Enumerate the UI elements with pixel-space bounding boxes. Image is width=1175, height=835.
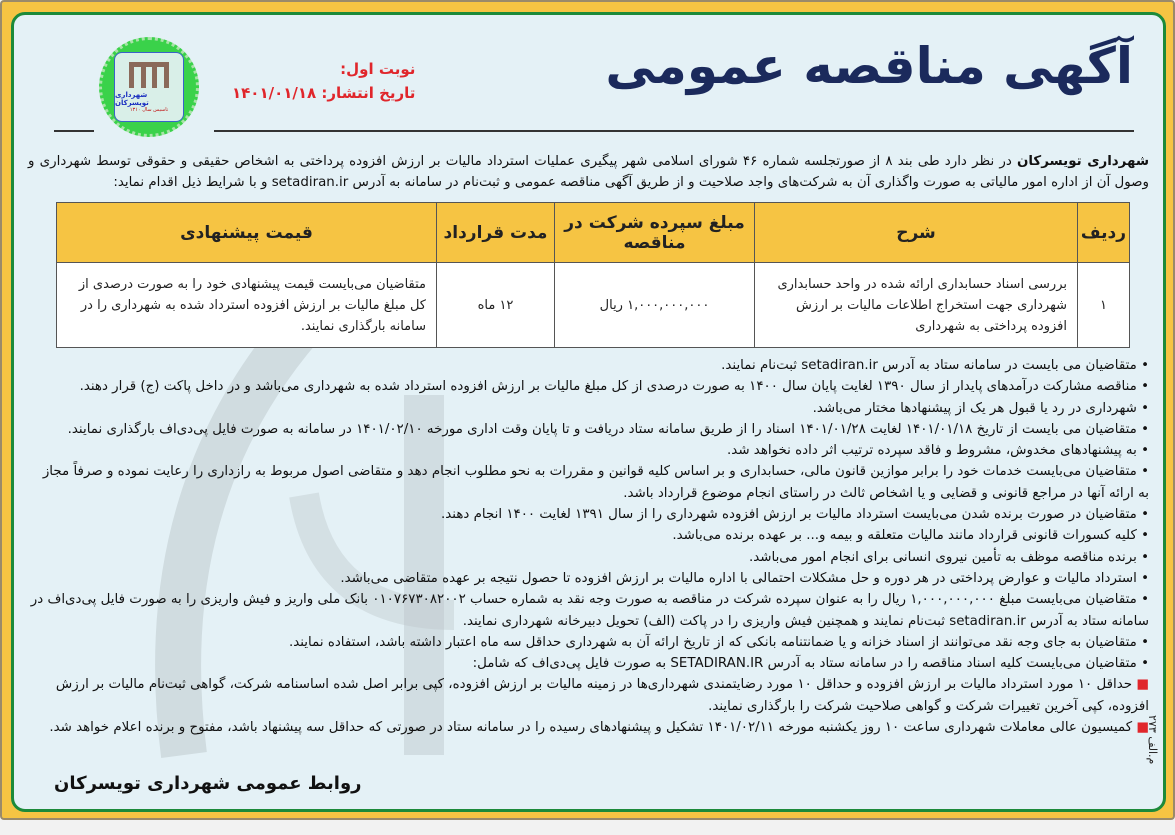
publish-date: تاریخ انتشار: ۱۴۰۱/۰۱/۱۸ [232, 84, 416, 102]
intro-text: در نظر دارد طی بند ۸ از صورتجلسه شماره ۴۶ شورای اسلامی شهر پیگیری عملیات استرداد مالیات بر ارزش افزوده پرداختی به اشخاص حقیقی و حقوقی توسط شهرداری و وصول آن از اداره امور مالیاتی به صورت واگذاری آن به شرکت‌های واجد صلاحیت و از طریق آگهی مناقصه عمومی و ثبت‌نام در سامانه به آدرس setadiran.ir و با شرایط ذیل اقدام نماید: [28, 154, 1149, 190]
notice-round: نوبت اول: [340, 60, 416, 78]
list-item: • کلیه کسورات قانونی قرارداد مانند مالیات متعلقه و بیمه و... بر عهده برنده می‌باشد. [28, 525, 1149, 546]
divider [54, 130, 94, 132]
list-item: • متقاضیان می‌بایست مبلغ ۱,۰۰۰,۰۰۰,۰۰۰ ریال را به عنوان سپرده شرکت در مناقصه به صورت وجه نقد به شماره حساب ۰۱۰۷۶۷۳۰۸۲۰۰۲ بانک ملی واریز و فیش واریزی را به صورت فایل پی‌دی‌اف در سامانه ستاد به آدرس setadiran.ir ثبت‌نام نمایند و همچنین فیش واریزی را در پاکت (الف) تحویل دبیرخانه شهرداری نمایند. [28, 589, 1149, 632]
list-item: • مناقصه مشارکت درآمدهای پایدار از سال ۱۳۹۰ لغایت پایان سال ۱۴۰۰ به صورت درصدی از کل مبلغ مالیات بر ارزش افزوده استرداد شده به شهرداری می‌باشد و در داخل پاکت (ج) قرار دهند. [28, 376, 1149, 397]
list-item: • استرداد مالیات و عوارض پرداختی در هر دوره و حل مشکلات احتمالی با اداره مالیات بر ارزش افزوده تا حصول نتیجه بر عهده متقاضی می‌باشد. [28, 568, 1149, 589]
intro-bold: شهرداری تویسرکان [1016, 154, 1149, 169]
list-item: • متقاضیان می‌بایست کلیه اسناد مناقصه را در سامانه ستاد به آدرس SETADIRAN.IR به صورت فایل پی‌دی‌اف که شامل: [28, 653, 1149, 674]
tender-table [56, 202, 1130, 348]
list-item: • متقاضیان می‌بایست خدمات خود را برابر موازین قانون مالی، حسابداری و بر اساس کلیه قوانین و مقررات به نحو مطلوب انجام دهد و متقاضی اصول مربوط به رازداری را رعایت نموده و صرفاً مجاز به ارائه آنها در مراجع قانونی و قضایی و یا اشخاص ثالث در راستای انجام موضوع قرارداد باشد. [28, 461, 1149, 504]
cell-description: بررسی اسناد حسابداری ارائه شده در واحد حسابداری شهرداری جهت استخراج اطلاعات مالیات بر ارزش افزوده پرداختی به شهرداری [755, 263, 1078, 348]
municipality-logo [99, 37, 199, 137]
notice-info [232, 60, 415, 108]
col-price: قیمت پیشنهادی [57, 203, 437, 263]
list-item: • متقاضیان در صورت برنده شدن می‌بایست استرداد مالیات بر ارزش افزوده شهرداری را از سال ۱۳۹۱ لغایت ۱۴۰۰ انجام دهند. [28, 504, 1149, 525]
ad-code: م.الف ۲۷۳ [1146, 715, 1159, 765]
logo-founded: تاسیس سال ۱۳۱۰ [129, 106, 169, 113]
logo-name: شهرداری تویسرکان [115, 90, 149, 107]
table-header [57, 203, 1130, 263]
list-item: • برنده مناقصه موظف به تأمین نیروی انسانی برای انجام امور می‌باشد. [28, 547, 1149, 568]
cell-duration: ۱۲ ماه [437, 263, 555, 348]
ad-body [11, 12, 1166, 812]
table-row [57, 263, 1130, 348]
list-item: • شهرداری در رد یا قبول هر یک از پیشنهادها مختار می‌باشد. [28, 398, 1149, 419]
divider [214, 130, 1134, 132]
intro-paragraph [28, 151, 1149, 193]
list-item: • متقاضیان می بایست از تاریخ ۱۴۰۱/۰۱/۱۸ لغایت ۱۴۰۱/۰۱/۲۸ اسناد را از طریق سامانه ستاد دریافت و تا پایان وقت اداری مورخه ۱۴۰۱/۰۲/۱۰ در سامانه به صورت فایل پی‌دی‌اف بارگذاری نمایند. [28, 419, 1149, 440]
conditions-list [28, 355, 1149, 738]
col-deposit: مبلغ سپرده شرکت در مناقصه [555, 203, 755, 263]
cell-row: ۱ [1078, 263, 1130, 348]
sub-item: ■ حداقل ۱۰ مورد استرداد مالیات بر ارزش افزوده و حداقل ۱۰ مورد رضایتمندی شهرداری‌ها در زمینه مالیات بر ارزش افزوده، کپی برابر اصل شده اساسنامه شرکت، گواهی ثبت‌نام مالیات بر ارزش افزوده، کپی آخرین تغییرات شرکت و گواهی صلاحیت شرکت را بارگذاری نمایند. [28, 674, 1149, 717]
list-item: • متقاضیان به جای وجه نقد می‌توانند از اسناد خزانه و یا ضمانتنامه بانکی که از تاریخ ارائه آن به شهرداری حداقل سه ماه اعتبار داشته باشد، استفاده نمایند. [28, 632, 1149, 653]
footer-signature: روابط عمومی شهرداری تویسرکان [54, 773, 362, 794]
list-item: • متقاضیان می بایست در سامانه ستاد به آدرس setadiran.ir ثبت‌نام نمایند. [28, 355, 1149, 376]
sub-item: ■ کمیسیون عالی معاملات شهرداری ساعت ۱۰ روز یکشنبه مورخه ۱۴۰۱/۰۲/۱۱ تشکیل و پیشنهادهای رسیده را در سامانه ستاد در صورتی که حداقل سه پیشنهاد باشد، مفتوح و برنده اعلام خواهد شد. [28, 717, 1149, 738]
cell-deposit: ۱,۰۰۰,۰۰۰,۰۰۰ ریال [555, 263, 755, 348]
list-item: • به پیشنهادهای مخدوش، مشروط و فاقد سپرده ترتیب اثر داده نخواهد شد. [28, 440, 1149, 461]
col-duration: مدت قرارداد [437, 203, 555, 263]
page-title: آگهی مناقصه عمومی [605, 37, 1133, 95]
building-icon [129, 62, 169, 88]
cell-price: متقاضیان می‌بایست قیمت پیشنهادی خود را به صورت درصدی از کل مبلغ مالیات بر ارزش افزوده استرداد شده به شهرداری را در سامانه بارگذاری نمایند. [57, 263, 437, 348]
col-description: شرح [755, 203, 1078, 263]
col-row: ردیف [1078, 203, 1130, 263]
